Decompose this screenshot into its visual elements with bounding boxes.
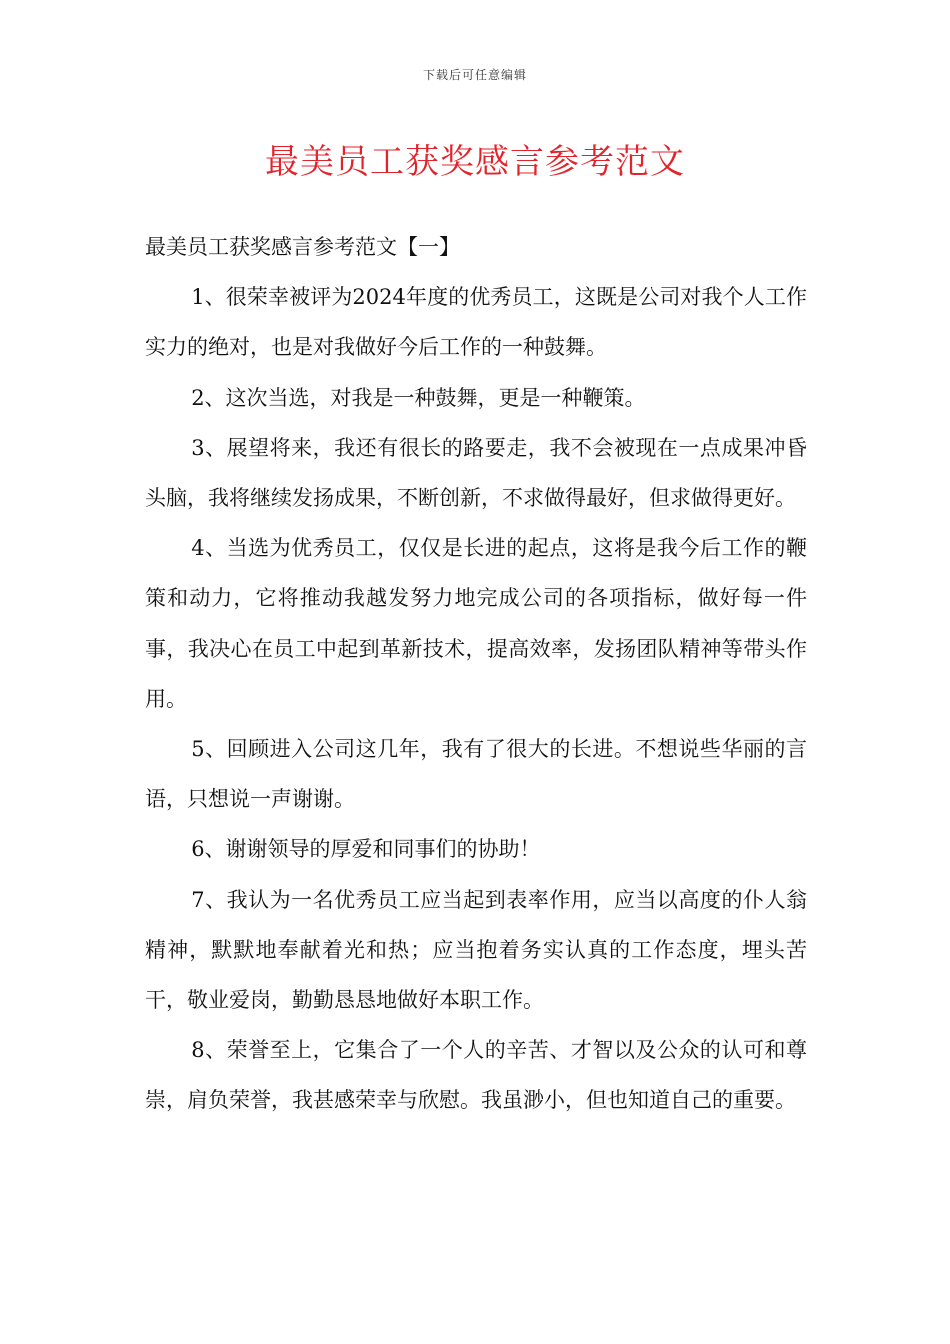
document-title: 最美员工获奖感言参考范文 <box>265 142 685 182</box>
paragraph-7: 7、我认为一名优秀员工应当起到表率作用，应当以高度的仆人翁精神，默默地奉献着光和热；应当抱着务实认真的工作态度，埋头苦干，敬业爱岗，勤勤恳恳地做好本职工作。 <box>145 887 807 1013</box>
paragraph-8: 8、荣誉至上，它集合了一个人的辛苦、才智以及公众的认可和尊崇，肩负荣誉，我甚感荣幸与欣慰。我虽渺小，但也知道自己的重要。 <box>145 1038 807 1113</box>
header-note: 下载后可任意编辑 <box>422 68 527 82</box>
paragraph-2: 2、这次当选，对我是一种鼓舞，更是一种鞭策。 <box>191 385 646 410</box>
paragraph-4: 4、当选为优秀员工，仅仅是长进的起点，这将是我今后工作的鞭策和动力，它将推动我越发努力地完成公司的各项指标，做好每一件事，我决心在员工中起到革新技术，提高效率，发扬团队精神等带头作用。 <box>145 536 807 711</box>
section-heading: 最美员工获奖感言参考范文【一】 <box>145 235 460 259</box>
paragraph-5: 5、回顾进入公司这几年，我有了很大的长进。不想说些华丽的言语，只想说一声谢谢。 <box>145 737 807 812</box>
paragraph-6: 6、谢谢领导的厚爱和同事们的协助！ <box>191 837 541 862</box>
paragraph-3: 3、展望将来，我还有很长的路要走，我不会被现在一点成果冲昏头脑，我将继续发扬成果，不断创新，不求做得最好，但求做得更好。 <box>145 435 807 511</box>
document-body <box>145 222 807 1126</box>
paragraph-1: 1、很荣幸被评为2024年度的优秀员工，这既是公司对我个人工作实力的绝对，也是对我做好今后工作的一种鼓舞。 <box>145 285 807 360</box>
